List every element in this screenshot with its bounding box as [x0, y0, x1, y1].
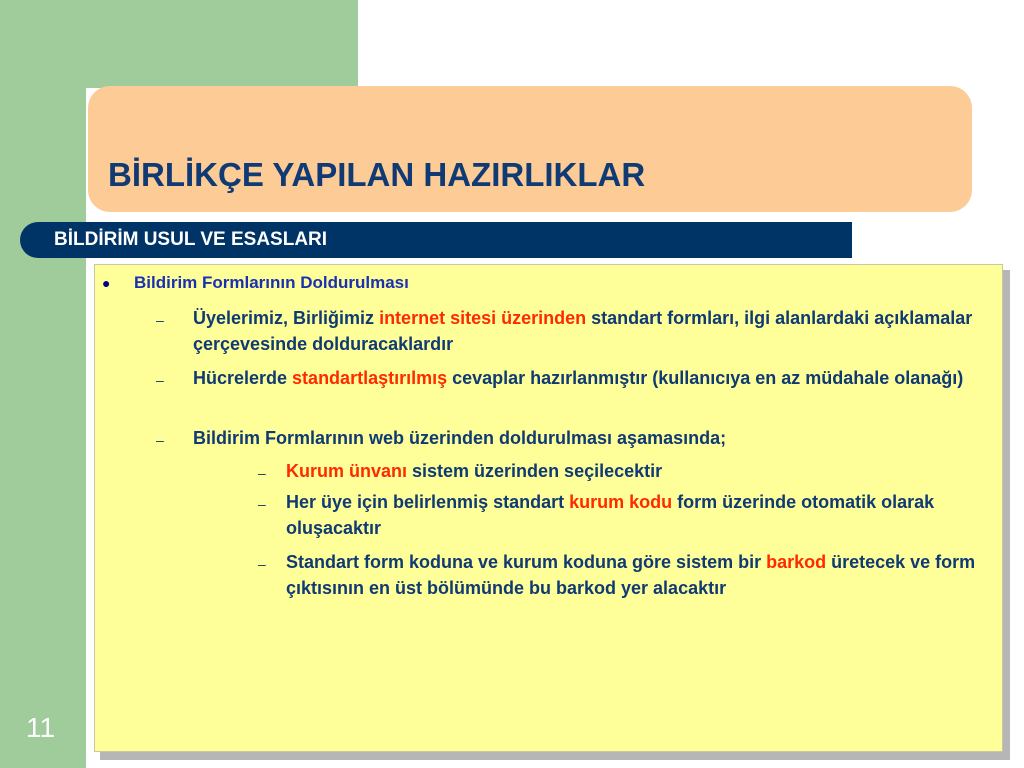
dash-icon: –	[156, 312, 164, 328]
dash-icon: –	[156, 372, 164, 388]
subtitle-text: BİLDİRİM USUL VE ESASLARI	[54, 229, 328, 250]
item-highlight: kurum kodu	[569, 492, 673, 512]
sub-list-item	[286, 489, 976, 541]
item-text: Hücrelerde	[193, 368, 293, 388]
left-decorative-band	[0, 0, 86, 768]
list-item	[193, 305, 973, 357]
bullet-item	[102, 273, 409, 293]
sub-list-item	[286, 549, 976, 601]
item-text: sistem üzerinden seçilecektir	[407, 461, 663, 481]
item-highlight: standartlaştırılmış	[292, 368, 448, 388]
item-text: üretecek ve form çıktısının en üst bölümünde bu barkod yer alacaktır	[286, 552, 976, 598]
item-text: Üyelerimiz, Birliğimiz	[193, 308, 380, 328]
title-box	[88, 86, 972, 212]
slide-number: 11	[26, 712, 56, 743]
list-item	[193, 425, 973, 451]
item-text: standart formları, ilgi alanlardaki açıklamalar çerçevesinde dolduracaklardır	[193, 308, 973, 354]
subtitle-bar	[20, 222, 852, 258]
item-text: Standart form koduna ve kurum koduna göre sistem bir	[286, 552, 767, 572]
item-text: cevaplar hazırlanmıştır (kullanıcıya en az müdahale olanağı)	[447, 368, 964, 388]
bullet-dot-icon: ●	[102, 275, 111, 291]
item-highlight: internet sitesi üzerinden	[379, 308, 587, 328]
bullet-text: Bildirim Formlarının Doldurulması	[134, 273, 409, 292]
item-text: Bildirim Formlarının web üzerinden doldurulması aşamasında;	[193, 428, 727, 448]
item-text: form üzerinde otomatik olarak oluşacaktır	[286, 492, 935, 538]
slide-title: BİRLİKÇE YAPILAN HAZIRLIKLAR	[108, 156, 646, 193]
dash-icon: –	[258, 465, 266, 481]
sub-list-item	[286, 458, 976, 484]
dash-icon: –	[258, 556, 266, 572]
top-decorative-band	[86, 0, 358, 88]
item-highlight: barkod	[766, 552, 827, 572]
item-text: Her üye için belirlenmiş standart	[286, 492, 570, 512]
dash-icon: –	[258, 496, 266, 512]
item-highlight: Kurum ünvanı	[286, 461, 408, 481]
list-item	[193, 365, 973, 391]
dash-icon: –	[156, 432, 164, 448]
